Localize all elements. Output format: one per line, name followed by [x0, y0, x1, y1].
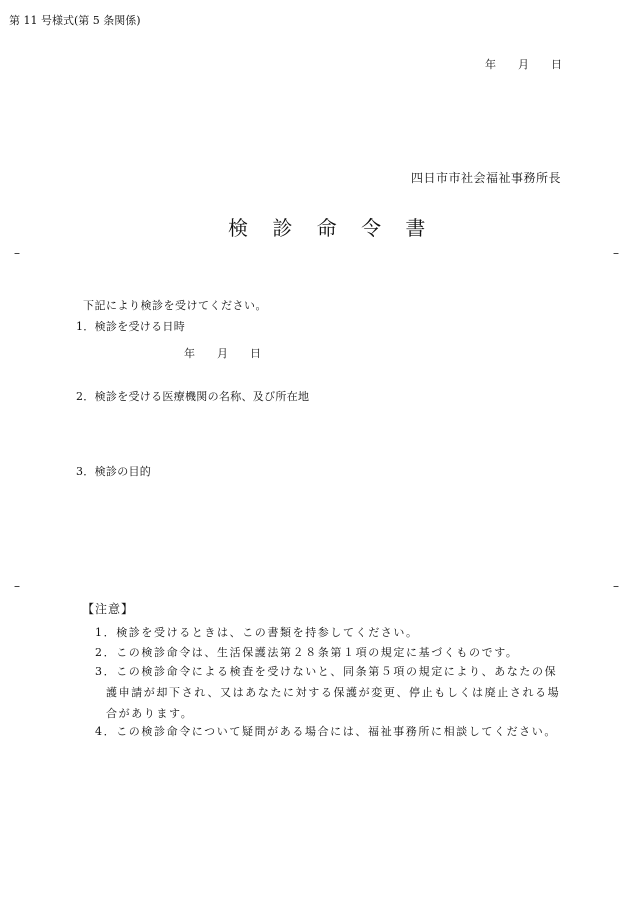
issue-date	[485, 56, 562, 72]
notice-item-1: 1．検診を受けるときは、この書類を持参してください。	[95, 626, 419, 639]
notice-item-3: 3．この検診命令による検査を受けないと、同条第５項の規定により、あなたの保	[95, 665, 558, 678]
notice-item-3-continued: 護申請が却下され、又はあなたに対する保護が変更、停止もしくは廃止される場	[106, 686, 561, 699]
day-label: 日	[250, 347, 261, 360]
item-examination-purpose: 3．検診の目的	[76, 465, 152, 478]
day-label: 日	[551, 58, 562, 71]
fold-mark-left-lower: –	[14, 579, 20, 593]
item-examination-datetime: 1．検診を受ける日時	[76, 320, 185, 333]
notice-item-3-end: 合があります。	[106, 707, 194, 720]
fold-mark-right-upper: –	[613, 246, 619, 260]
month-label: 月	[217, 347, 228, 360]
notice-heading: 【注意】	[82, 602, 135, 616]
fold-mark-right-lower: –	[613, 579, 619, 593]
document-title: 検 診 命 令 書	[228, 216, 435, 240]
intro-text: 下記により検診を受けてください。	[83, 299, 267, 312]
year-label: 年	[485, 58, 496, 71]
form-number: 第 11 号様式(第 5 条関係)	[9, 14, 141, 27]
item-medical-institution: 2．検診を受ける医療機関の名称、及び所在地	[76, 390, 310, 403]
month-label: 月	[518, 58, 529, 71]
issuer-name: 四日市市社会福祉事務所長	[411, 171, 562, 185]
notice-item-2: 2．この検診命令は、生活保護法第２８条第１項の規定に基づくものです。	[95, 646, 519, 659]
notice-item-4: 4．この検診命令について疑問がある場合には、福祉事務所に相談してください。	[95, 725, 557, 738]
examination-date	[184, 345, 261, 361]
fold-mark-left-upper: –	[14, 246, 20, 260]
year-label: 年	[184, 347, 195, 360]
